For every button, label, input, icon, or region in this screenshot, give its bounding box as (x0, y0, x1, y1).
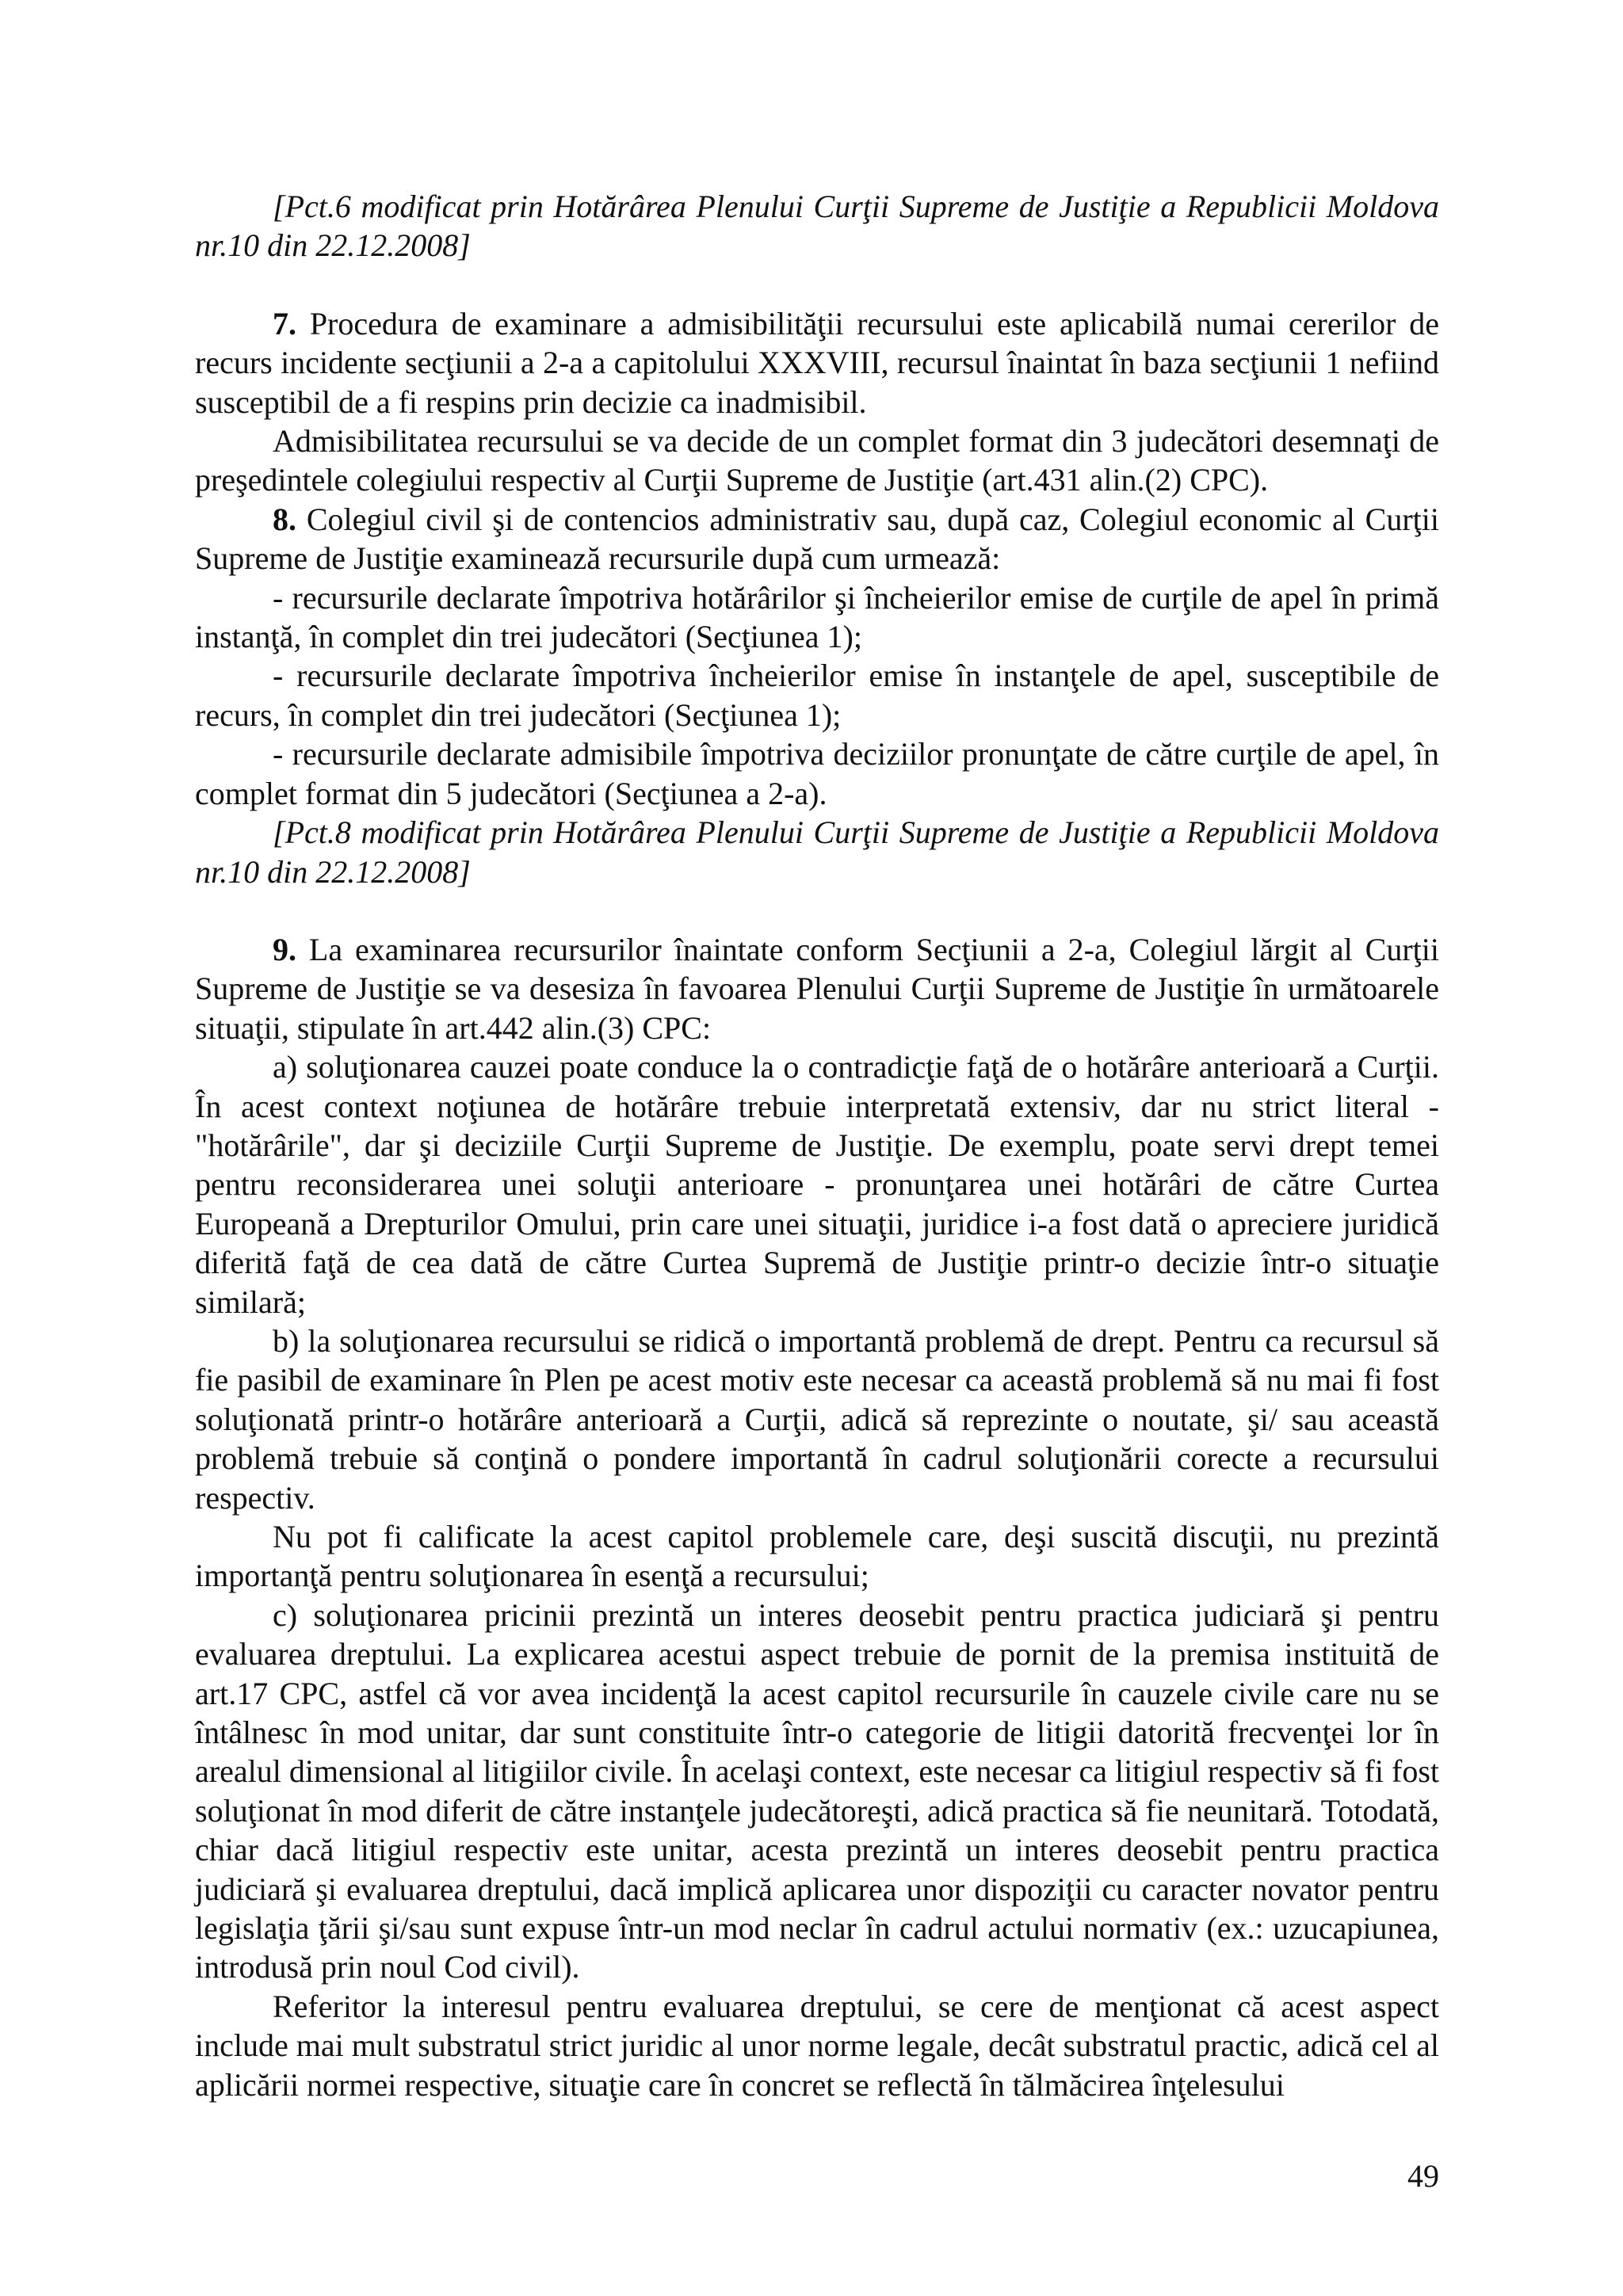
admissibility-paragraph: Admisibilitatea recursului se va decide de un complet format din 3 judecători desemnaţi de preşedintele colegiului respectiv al Curţii Supreme de Justiţie (art.431 alin.(2) CPC). (195, 423, 1439, 498)
situation-a-paragraph: a) soluţionarea cauzei poate conduce la o contradicţie faţă de o hotărâre anterioară a Curţii. În acest context noţiunea de hotărâre trebuie interpretată extensiv, dar nu strict literal - "hotărârile", dar şi deciziile Curţii Supreme de Justiţie. De exemplu, poate servi drept temei pentru reconsiderarea unei soluţii anterioare - pronunţarea unei hotărâri de către Curtea Europeană a Drepturilor Omului, prin care unei situaţii, juridice i-a fost dată o apreciere juridică diferită faţă de cea dată de către Curtea Supremă de Justiţie printr-o decizie într-o situaţie similară; (195, 1049, 1439, 1320)
law-evaluation-paragraph: Referitor la interesul pentru evaluarea dreptului, se cere de menţionat că acest aspect include mai mult substratul strict juridic al unor norme legale, decât substratul practic, adică cel al aplicării normei respective, situaţie care în concret se reflectă în tălmăcirea înţelesului (195, 1988, 1439, 2103)
paragraph-spacer (195, 265, 1439, 304)
situation-c-paragraph: c) soluţionarea pricinii prezintă un interes deosebit pentru practica judiciară şi pentru evaluarea dreptului. La explicarea acestui aspect trebuie de pornit de la premisa instituită de art.17 CPC, astfel că vor avea incidenţă la acest capitol recursurile în cauzele civile care nu se întâlnesc în mod unitar, dar sunt constituite într-o categorie de litigii datorită frecvenţei lor în arealul dimensional al litigiilor civile. În acelaşi context, este necesar ca litigiul respectiv să fi fost soluţionat în mod diferit de către instanţele judecătoreşti, adică practica să fie neunitară. Totodată, chiar dacă litigiul respectiv este unitar, acesta prezintă un interes deosebit pentru practica judiciară şi evaluarea dreptului, dacă implică aplicarea unor dispoziţii cu caracter novator pentru legislaţia ţării şi/sau sunt expuse într-un mod neclar în cadrul actului normativ (ex.: uzucapiunea, introdusă prin noul Cod civil). (195, 1596, 1439, 1985)
amendment-note-pct-8: [Pct.8 modificat prin Hotărârea Plenului Curţii Supreme de Justiţie a Republicii Moldova nr.10 din 22.12.2008] (195, 814, 1439, 890)
qualification-note-paragraph: Nu pot fi calificate la acest capitol problemele care, deşi suscită discuţii, nu prezintă importanţă pentru soluţionarea în esenţă a recursului; (195, 1519, 1439, 1594)
point-number: 8. (273, 501, 296, 537)
point-9-paragraph (195, 930, 1439, 1047)
list-item-appeal-conclusions: - recursurile declarate împotriva încheierilor emise în instanţele de apel, susceptibile de recurs, în complet din trei judecători (Secţiunea 1); (195, 658, 1439, 733)
amendment-note-pct-6: [Pct.6 modificat prin Hotărârea Plenului Curţii Supreme de Justiţie a Republicii Moldova nr.10 din 22.12.2008] (195, 189, 1439, 264)
paragraph-spacer (195, 891, 1439, 930)
point-8-paragraph (195, 500, 1439, 578)
point-7-paragraph (195, 304, 1439, 421)
point-number: 9. (273, 931, 296, 967)
point-text: La examinarea recursurilor înaintate conform Secţiunii a 2-a, Colegiul lărgit al Curţii Supreme de Justiţie se va desesiza în favoarea Plenului Curţii Supreme de Justiţie în următoarele situaţii, stipulate în art.442 alin.(3) CPC: (195, 931, 1440, 1046)
document-body (195, 187, 1439, 2104)
page-number: 49 (1407, 2158, 1439, 2194)
point-text: Colegiul civil şi de contencios administrativ sau, după caz, Colegiul economic al Curţii Supreme de Justiţie examinează recursurile după cum urmează: (195, 501, 1439, 577)
situation-b-paragraph: b) la soluţionarea recursului se ridică o importantă problemă de drept. Pentru ca recursul să fie pasibil de examinare în Plen pe acest motiv este necesar ca această problemă să nu mai fi fost soluţionată printr-o hotărâre anterioară a Curţii, adică să reprezinte o noutate, şi/ sau această problemă trebuie să conţină o pondere importantă în cadrul soluţionării corecte a recursului respectiv. (195, 1322, 1439, 1516)
list-item-admissible-decisions: - recursurile declarate admisibile împotriva deciziilor pronunţate de către curţile de apel, în complet format din 5 judecători (Secţiunea a 2-a). (195, 736, 1439, 811)
point-text: Procedura de examinare a admisibilităţii recursului este aplicabilă numai cererilor de recurs incidente secţiunii a 2-a a capitolului XXXVIII, recursul înaintat în baza secţiunii 1 nefiind susceptibil de a fi respins prin decizie ca inadmisibil. (195, 305, 1440, 420)
list-item-first-instance: - recursurile declarate împotriva hotărârilor şi încheierilor emise de curţile de apel în primă instanţă, în complet din trei judecători (Secţiunea 1); (195, 579, 1439, 655)
point-number: 7. (273, 305, 296, 341)
